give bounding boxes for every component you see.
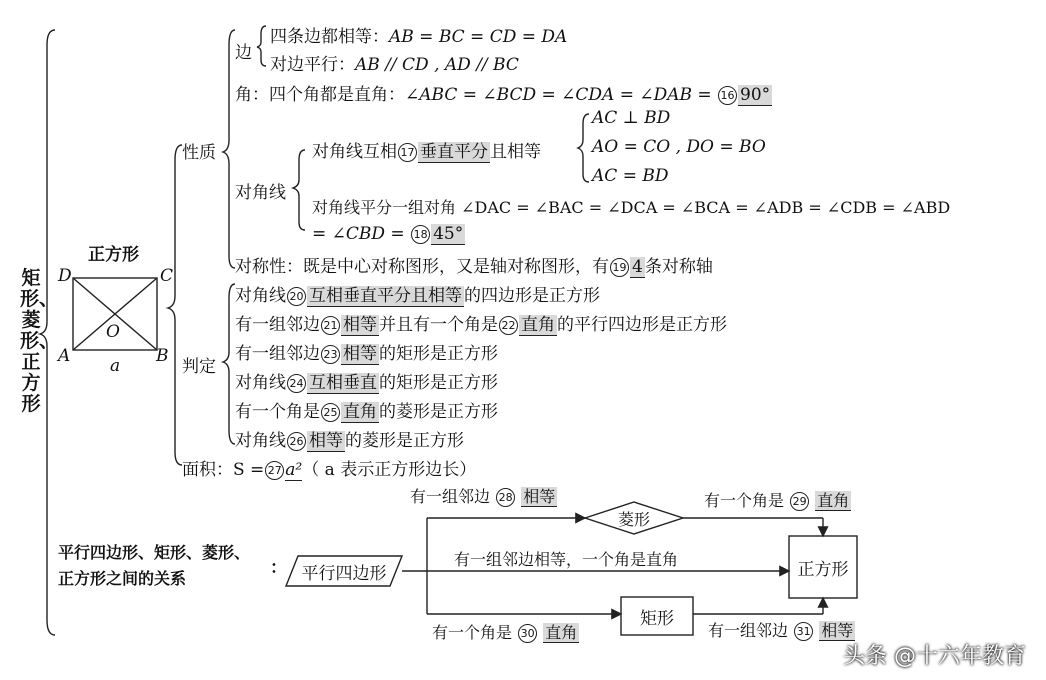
rectangle-node: 矩形 bbox=[640, 608, 674, 629]
blank-18-answer: 45° bbox=[433, 224, 464, 244]
side-line-2: 对边平行：AB // CD , AD // BC bbox=[270, 55, 519, 75]
edge-top-right-label: 有一个角是 29 直角 bbox=[704, 491, 850, 510]
diag-label: 对角线 bbox=[235, 183, 286, 203]
judge-item-1: 对角线 20 互相垂直平分且相等 的四边形是正方形 bbox=[235, 286, 600, 306]
square-node: 正方形 bbox=[797, 559, 849, 580]
edge-bottom-label: 有一个角是 30 直角 bbox=[432, 623, 578, 642]
judge-item-3: 有一组邻边 23 相等 的矩形是正方形 bbox=[235, 344, 498, 364]
edge-middle-label: 有一组邻边相等，一个角是直角 bbox=[454, 550, 679, 569]
center-o: O bbox=[106, 322, 120, 342]
square-title: 正方形 bbox=[88, 245, 139, 265]
angle-line: 角：四个角都是直角：∠ABC = ∠BCD = ∠CDA = ∠DAB = 16 90° bbox=[235, 85, 771, 105]
judge-item-6: 对角线 26 相等 的菱形是正方形 bbox=[235, 431, 464, 451]
blank-18-marker: 18 bbox=[411, 225, 430, 244]
diag-line-2: 对角线平分一组对角 ∠DAC = ∠BAC = ∠DCA = ∠BCA = ∠ADB = ∠CDB = ∠ABD bbox=[312, 198, 951, 217]
diag-line-3: = ∠CBD = 18 45° bbox=[312, 224, 464, 244]
blank-19-answer: 4 bbox=[632, 257, 643, 277]
blank-27-marker: 27 bbox=[265, 461, 284, 480]
blank-17-marker: 17 bbox=[398, 143, 417, 162]
blank-16-marker: 16 bbox=[718, 86, 737, 105]
parallelogram-node: 平行四边形 bbox=[301, 563, 387, 584]
blank-27-answer: a² bbox=[285, 460, 303, 480]
blank-16-answer: 90° bbox=[740, 85, 771, 105]
diag-right-2: AO = CO , DO = BO bbox=[592, 137, 766, 157]
judge-item-2: 有一组邻边 21 相等 并且有一个角是 22 直角 的平行四边形是正方形 bbox=[235, 315, 727, 335]
diag-line-1: 对角线互相 17 垂直平分 且相等 bbox=[312, 142, 541, 162]
side-label: 边 bbox=[235, 43, 252, 63]
area-line: 面积：S = 27 a²（ a 表示正方形边长） bbox=[182, 460, 477, 480]
blank-19-marker: 19 bbox=[610, 258, 629, 277]
judge-label: 判定 bbox=[182, 357, 216, 377]
relation-label-1: 平行四边形、矩形、菱形、 bbox=[58, 543, 251, 562]
side-line-1: 四条边都相等：AB = BC = CD = DA bbox=[270, 27, 568, 47]
vertex-a: A bbox=[58, 346, 71, 366]
edge-bottom-right-label: 有一组邻边 31 相等 bbox=[708, 621, 854, 640]
vertex-c: C bbox=[160, 266, 174, 286]
judge-item-5: 有一个角是 25 直角 的菱形是正方形 bbox=[235, 402, 498, 422]
blank-17-answer: 垂直平分 bbox=[420, 142, 488, 162]
relation-label-2: 正方形之间的关系 bbox=[58, 569, 187, 588]
side-title: 矩形、菱形、正方形 bbox=[20, 267, 59, 415]
vertex-b: B bbox=[156, 346, 169, 366]
side-a-label: a bbox=[110, 356, 121, 376]
diag-right-1: AC ⊥ BD bbox=[592, 108, 671, 128]
vertex-d: D bbox=[58, 266, 72, 286]
judge-item-4: 对角线 24 互相垂直 的矩形是正方形 bbox=[235, 373, 498, 393]
relation-colon: ： bbox=[270, 558, 287, 578]
watermark: 头条 @十六年教育 bbox=[843, 644, 1026, 669]
edge-top-label: 有一组邻边 28 相等 bbox=[410, 487, 556, 506]
rhombus-node: 菱形 bbox=[617, 509, 650, 529]
diag-right-3: AC = BD bbox=[592, 166, 669, 186]
props-label: 性质 bbox=[182, 143, 216, 163]
symmetry-line: 对称性：既是中心对称图形，又是轴对称图形，有 19 4 条对称轴 bbox=[235, 257, 713, 277]
